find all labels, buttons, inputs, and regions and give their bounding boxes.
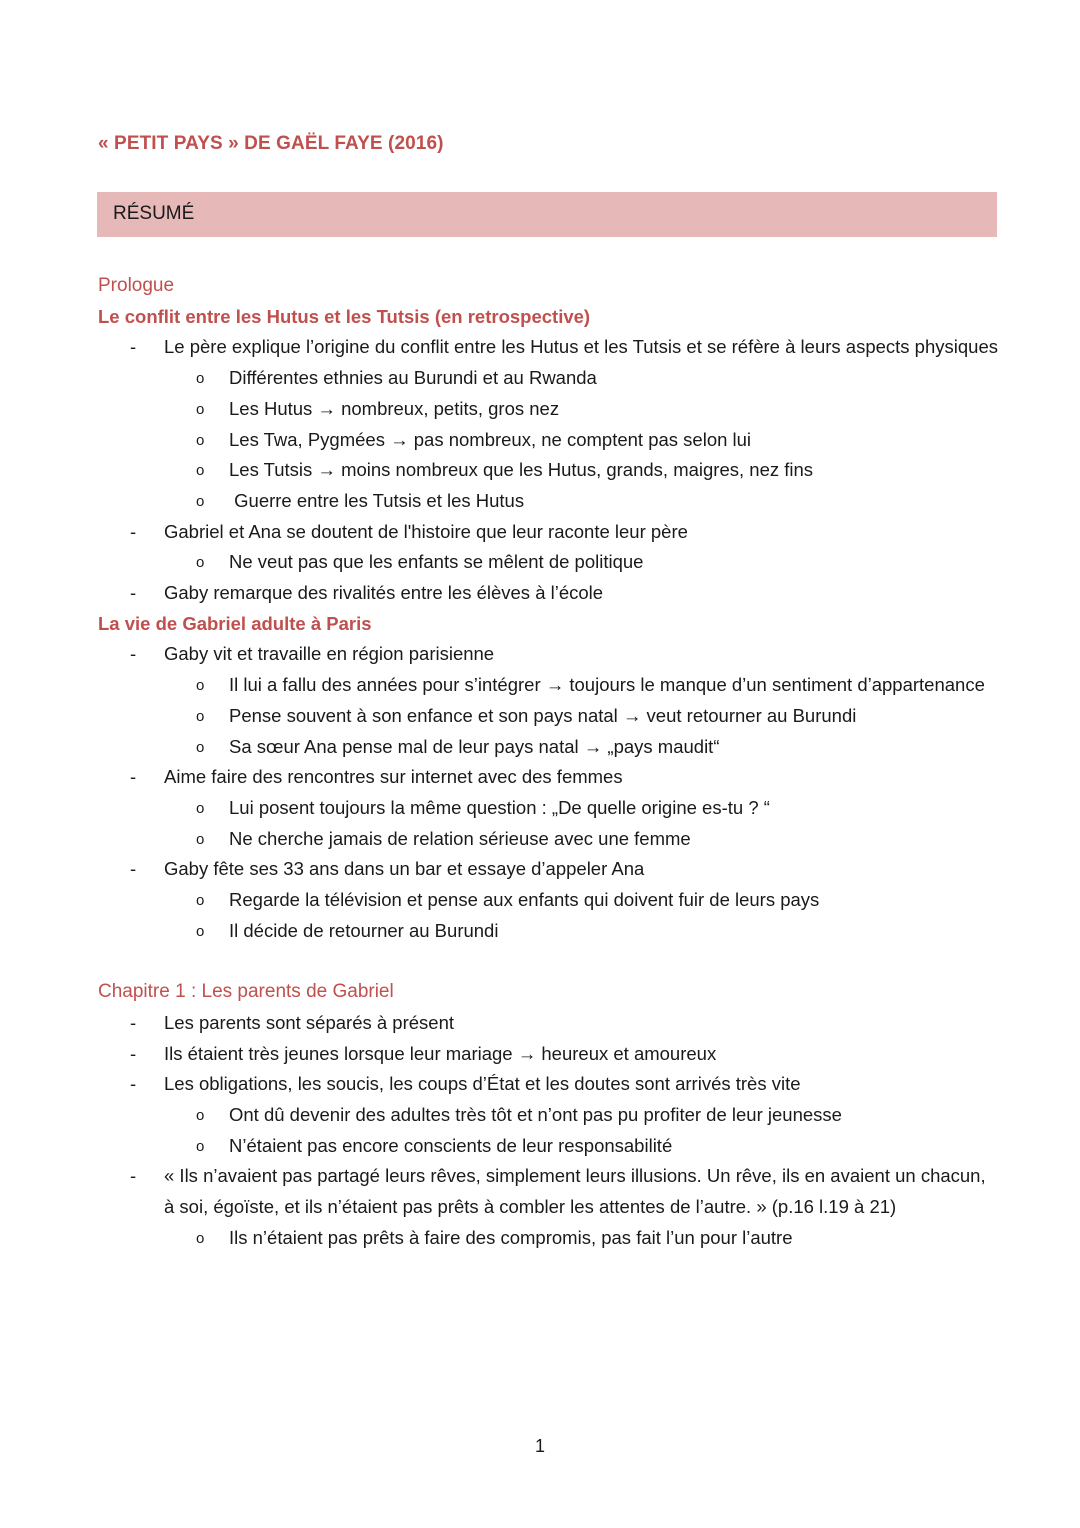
bullet-text: Gaby fête ses 33 ans dans un bar et essaye d’appeler Ana [164, 858, 645, 880]
dash-marker: - [130, 643, 137, 665]
sub-bullet-item [98, 394, 998, 425]
dash-marker: - [130, 1042, 137, 1064]
summary-banner [97, 192, 997, 237]
bullet-item [98, 517, 998, 548]
bullet-item [98, 1069, 998, 1100]
document-title: « PETIT PAYS » DE GAËL FAYE (2016) [98, 133, 444, 154]
sub-bullet-text: Lui posent toujours la même question : „De quelle origine es-tu ? “ [229, 796, 770, 818]
sub-bullet-text: Les Tutsis → moins nombreux que les Hutus, grands, maigres, nez fins [229, 459, 814, 481]
bullet-item [98, 639, 998, 670]
sub-bullet-text: Regarde la télévision et pense aux enfants qui doivent fuir de leurs pays [229, 889, 820, 911]
sub-bullet-text: Il lui a fallu des années pour s’intégrer → toujours le manque d’un sentiment d’appartenance [229, 674, 985, 696]
circle-marker: o [196, 370, 205, 388]
sub-bullet-item [98, 701, 998, 732]
bullet-text: Les obligations, les soucis, les coups d’État et les doutes sont arrivés très vite [164, 1073, 801, 1095]
bullet-item [98, 762, 998, 793]
circle-marker: o [196, 1137, 205, 1155]
bullet-item [98, 1039, 998, 1070]
page-number: 1 [534, 1436, 545, 1456]
chapter-heading-prologue: Prologue [98, 275, 175, 296]
bullet-item-quote [98, 1161, 998, 1222]
sub-bullet-text: Ont dû devenir des adultes très tôt et n’ont pas pu profiter de leur jeunesse [229, 1103, 842, 1125]
sub-bullet-text: Il décide de retourner au Burundi [229, 919, 499, 941]
sub-bullet-item [98, 486, 998, 517]
sub-bullet-item [98, 1223, 998, 1254]
circle-marker: o [196, 492, 205, 510]
sub-bullet-item [98, 824, 998, 855]
sub-bullet-text: Ne veut pas que les enfants se mêlent de politique [229, 551, 644, 573]
sub-bullet-item [98, 547, 998, 578]
circle-marker: o [196, 799, 205, 817]
bullet-item [98, 1008, 998, 1039]
bullet-text: Gaby remarque des rivalités entre les élèves à l’école [164, 582, 604, 604]
circle-marker: o [196, 892, 205, 910]
bullet-text: Le père explique l’origine du conflit entre les Hutus et les Tutsis et se réfère à leurs aspects physiques [164, 336, 998, 358]
bullet-text: Ils étaient très jeunes lorsque leur mariage → heureux et amoureux [164, 1042, 717, 1064]
circle-marker: o [196, 707, 205, 725]
summary-banner-label: RÉSUMÉ [113, 203, 195, 224]
circle-marker: o [196, 830, 205, 848]
dash-marker: - [130, 1165, 137, 1187]
sub-bullet-item [98, 670, 998, 701]
dash-marker: - [130, 582, 137, 604]
sub-bullet-item [98, 455, 998, 486]
sub-bullet-item [98, 1131, 998, 1162]
circle-marker: o [196, 431, 205, 449]
dash-marker: - [130, 1073, 137, 1095]
dash-marker: - [130, 520, 137, 542]
document-body [98, 271, 998, 1253]
dash-marker: - [130, 336, 137, 358]
sub-bullet-item [98, 916, 998, 947]
circle-marker: o [196, 738, 205, 756]
sub-bullet-item [98, 1100, 998, 1131]
circle-marker: o [196, 922, 205, 940]
sub-bullet-text: Différentes ethnies au Burundi et au Rwanda [229, 367, 597, 389]
sub-bullet-item [98, 793, 998, 824]
circle-marker: o [196, 677, 205, 695]
bullet-item [98, 854, 998, 885]
chapter-heading-chapter-1: Chapitre 1 : Les parents de Gabriel [98, 981, 394, 1003]
sub-bullet-item [98, 363, 998, 394]
circle-marker: o [196, 462, 205, 480]
circle-marker: o [196, 554, 205, 572]
sub-bullet-text: Sa sœur Ana pense mal de leur pays natal → „pays maudit“ [229, 735, 720, 757]
dash-marker: - [130, 858, 137, 880]
bullet-text: Gabriel et Ana se doutent de l'histoire que leur raconte leur père [164, 520, 688, 542]
sub-bullet-text: Ne cherche jamais de relation sérieuse avec une femme [229, 827, 691, 849]
sub-bullet-text: Les Twa, Pygmées → pas nombreux, ne comptent pas selon lui [229, 428, 752, 450]
bullet-item [98, 578, 998, 609]
bullet-item [98, 332, 998, 363]
circle-marker: o [196, 1229, 205, 1247]
sub-bullet-item [98, 885, 998, 916]
section-heading-paris: La vie de Gabriel adulte à Paris [98, 612, 372, 634]
bullet-text: Les parents sont séparés à présent [164, 1011, 455, 1033]
bullet-text: Aime faire des rencontres sur internet avec des femmes [164, 766, 623, 788]
circle-marker: o [196, 1106, 205, 1124]
sub-bullet-text: Guerre entre les Tutsis et les Hutus [229, 489, 525, 511]
bullet-text: Gaby vit et travaille en région parisienne [164, 643, 495, 665]
circle-marker: o [196, 400, 205, 418]
bullet-text: « Ils n’avaient pas partagé leurs rêves, simplement leurs illusions. Un rêve, ils en avaient un chacun, à soi, égoïste, et ils n’étaient pas prêts à combler les attentes de l’autre. » (p.16 l.19 à 21) [164, 1165, 986, 1218]
sub-bullet-text: Ils n’étaient pas prêts à faire des compromis, pas fait l’un pour l’autre [229, 1226, 793, 1248]
sub-bullet-text: Les Hutus → nombreux, petits, gros nez [229, 397, 560, 419]
sub-bullet-text: N’étaient pas encore conscients de leur responsabilité [229, 1134, 673, 1156]
spacer [98, 946, 998, 977]
dash-marker: - [130, 1011, 137, 1033]
section-heading-conflict: Le conflit entre les Hutus et les Tutsis (en retrospective) [98, 305, 591, 327]
sub-bullet-item [98, 732, 998, 763]
dash-marker: - [130, 766, 137, 788]
sub-bullet-item [98, 425, 998, 456]
sub-bullet-text: Pense souvent à son enfance et son pays natal → veut retourner au Burundi [229, 704, 857, 726]
